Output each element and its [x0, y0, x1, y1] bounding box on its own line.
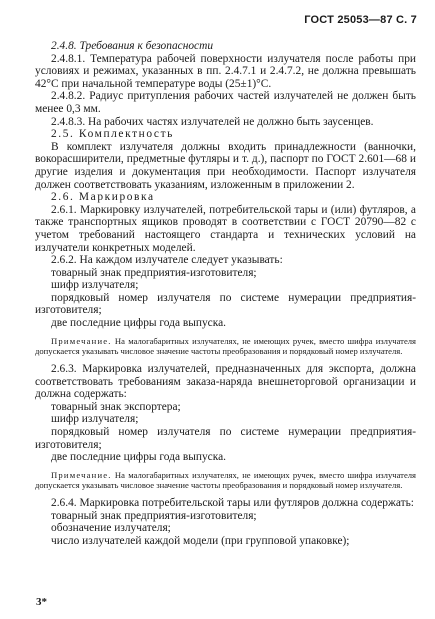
list-item: порядковый номер излучателя по системе нумерации предприятия-изготовителя; [35, 426, 416, 451]
list-item: товарный знак предприятия-изготовителя; [51, 509, 257, 522]
clause-2-5-heading: 2.5. Комплектность [51, 128, 174, 141]
note-2 [35, 470, 416, 490]
note-label: Примечание. [51, 469, 112, 480]
clause-2-5-text: В комплект излучателя должны входить принадлежности (ванночки, вокорасширители, предметные футляры и т. д.), паспорт по ГОСТ 2.601—68 и другие изделия и документация при необходимости. Паспорт излучателя должен соответствовать указаниям, изложенным в приложении 2. [35, 140, 416, 191]
page-signature-mark: 3* [36, 596, 47, 608]
clause-2-6-3: 2.6.3. Маркировка излучателей, предназначенных для экспорта, должна соответствовать требованиям заказа-наряда внешнеторговой организации и должна содержать: [35, 363, 416, 401]
note-1 [35, 336, 416, 356]
clause-2-6-heading: 2.6. Маркировка [51, 191, 155, 204]
note-label: Примечание. [51, 335, 112, 346]
clause-2-4-8-heading: 2.4.8. Требования к безопасности [51, 40, 214, 52]
document-body [35, 40, 416, 548]
clause-2-6-4: 2.6.4. Маркировка потребительской тары или футляров должна содержать: [51, 497, 414, 510]
clause-2-6-2: 2.6.2. На каждом излучателе следует указывать: [51, 254, 283, 267]
note-text: На малогабаритных излучателях, не имеющих ручек, вместо шифра излучателя допускается указывать числовое значение частоты преобразования и порядковый номер излучателя. [35, 469, 416, 491]
list-item: шифр излучателя; [51, 279, 139, 292]
clause-2-6-1: 2.6.1. Маркировку излучателей, потребительской тары и (или) футляров, а также транспортных ящиков проводят в соответствии с ГОСТ 20790—82 с учетом требований настоящего стандарта и технических условий на излучатели конкретных моделей. [35, 203, 416, 254]
list-item: число излучателей каждой модели (при групповой упаковке); [51, 535, 350, 547]
list-item: обозначение излучателя; [51, 522, 171, 535]
list-item: товарный знак экспортера; [51, 400, 181, 413]
clause-2-4-8-2: 2.4.8.2. Радиус притупления рабочих частей излучателей не должен быть менее 0,3 мм. [35, 90, 416, 115]
clause-2-4-8-3: 2.4.8.3. На рабочих частях излучателей не должно быть заусенцев. [51, 115, 374, 128]
list-item: порядковый номер излучателя по системе нумерации предприятия-изготовителя; [35, 291, 416, 317]
list-item: две последние цифры года выпуска. [51, 451, 226, 464]
note-text: На малогабаритных излучателях, не имеющих ручек, вместо шифра излучателя допускается указывать числовое значение частоты преобразования и порядковый номер излучателя. [35, 335, 416, 356]
clause-2-4-8-1: 2.4.8.1. Температура рабочей поверхности излучателя после работы при условиях и режимах, указанных в пп. 2.4.7.1 и 2.4.7.2, не должна превышать 42°С при начальной температуре воды (25±1)°С. [35, 52, 416, 90]
list-item: шифр излучателя; [51, 413, 139, 426]
list-item: две последние цифры года выпуска. [51, 317, 226, 330]
running-header: ГОСТ 25053—87 С. 7 [304, 14, 417, 26]
list-item: товарный знак предприятия-изготовителя; [51, 266, 257, 279]
